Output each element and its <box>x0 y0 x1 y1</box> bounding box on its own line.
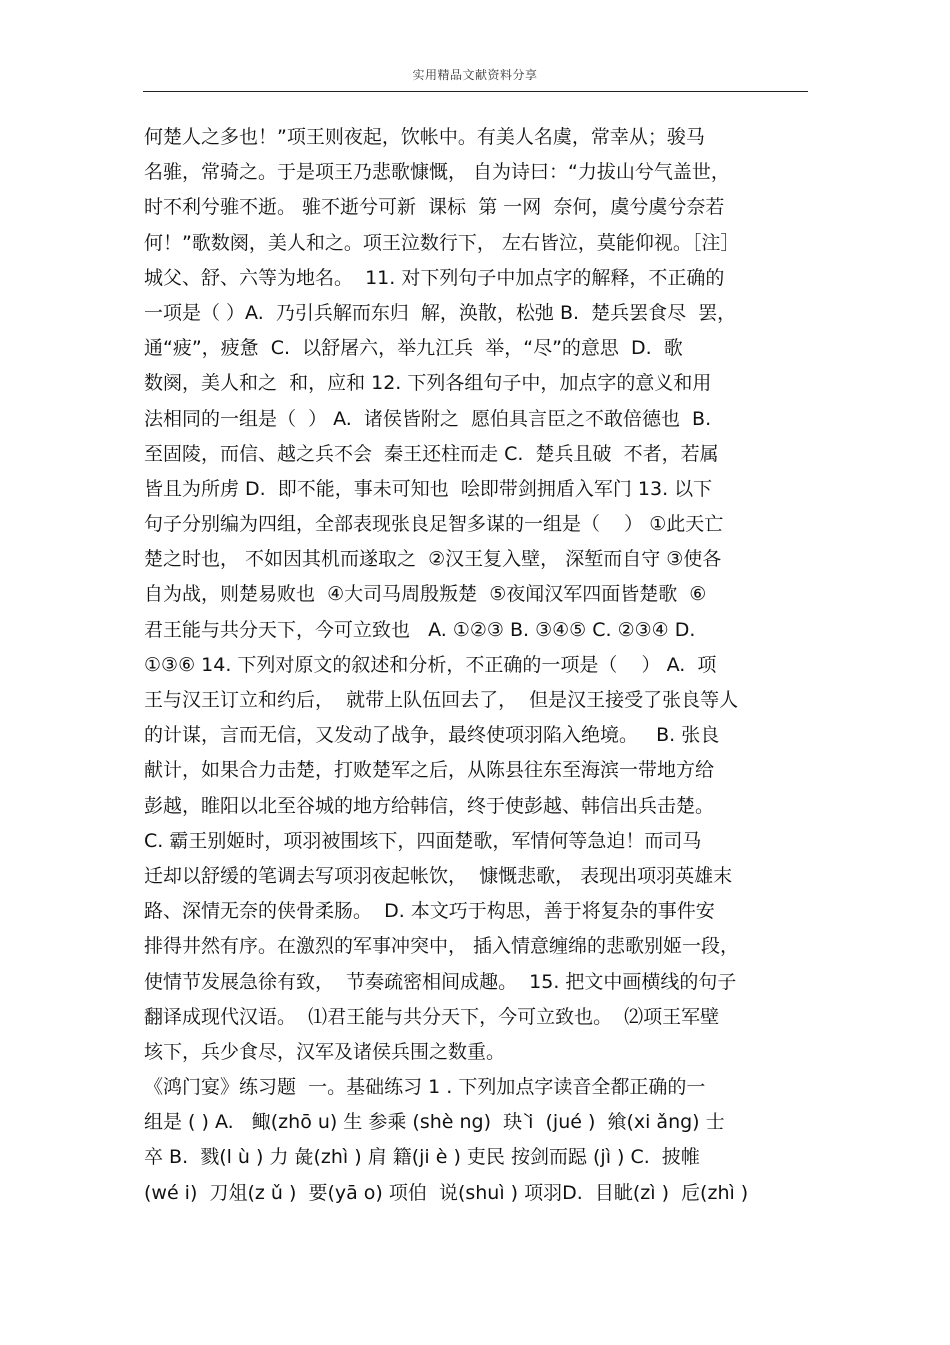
text-line: 组是 ( ) A. 鲰(zhō u) 生 参乘 (shè ng) 玦̀ i (jué ) 飨(xi ǎng) 士 <box>144 1111 725 1134</box>
text-line: 排得井然有序。在激烈的军事冲突中， 插入情意缠绵的悲歌别姬一段， <box>144 935 740 958</box>
text-line: 的计谋，言而无信，又发动了战争，最终使项羽陷入绝境。 B. 张良 <box>144 724 720 747</box>
text-line: 《鸿门宴》练习题 一。基础练习 1 . 下列加点字读音全都正确的一 <box>144 1076 706 1099</box>
text-line: 王与汉王订立和约后， 就带上队伍回去了， 但是汉王接受了张良等人 <box>144 689 739 711</box>
text-line: 卒 B. 戮(l ù ) 力 彘(zhì ) 肩 籍(ji è ) 吏民 按剑而跽 (jì ) C. 披帷 <box>144 1146 700 1169</box>
text-line: 何楚人之多也！”项王则夜起，饮帐中。有美人名虞，常幸从；骏马 <box>144 126 705 148</box>
text-line: 君王能与共分天下，今可立致也 A. ①②③ B. ③④⑤ C. ②③④ D. <box>144 618 696 641</box>
page-header: 实用精品文献资料分享 <box>412 68 538 82</box>
text-line: 名骓，常骑之。于是项王乃悲歌慷慨， 自为诗曰：“力拔山兮气盖世， <box>144 161 730 184</box>
text-line: 数阕，美人和之 和，应和 12. 下列各组句子中，加点字的意义和用 <box>144 372 712 395</box>
text-line: 路、深情无奈的侠骨柔肠。 D. 本文巧于构思，善于将复杂的事件安 <box>144 900 715 923</box>
text-line: 迁却以舒缓的笔调去写项羽夜起帐饮， 慷慨悲歌， 表现出项羽英雄末 <box>144 864 733 887</box>
text-line: 时不利兮骓不逝。 骓不逝兮可新 课标 第 一网 奈何，虞兮虞兮奈若 <box>144 196 725 219</box>
text-line: 彭越，睢阳以北至谷城的地方给韩信，终于使彭越、韩信出兵击楚。 <box>144 794 715 817</box>
text-line: 法相同的一组是（ ） A. 诸侯皆附之 愿伯具言臣之不敢倍德也 B. <box>144 407 712 430</box>
text-line: ①③⑥ 14. 下列对原文的叙述和分析，不正确的一项是（ ） A. 项 <box>144 653 717 676</box>
text-line: 垓下，兵少食尽，汉军及诸侯兵围之数重。 <box>144 1040 506 1063</box>
text-line: 城父、舒、六等为地名。 11. 对下列句子中加点字的解释，不正确的 <box>144 266 725 289</box>
document-body <box>144 120 824 1211</box>
text-line: 自为战，则楚易败也 ④大司马周殷叛楚 ⑤夜闻汉军四面皆楚歌 ⑥ <box>144 583 707 606</box>
text-line: 楚之时也， 不如因其机而遂取之 ②汉王复入壁， 深堑而自守 ③使各 <box>144 548 722 571</box>
text-line: C. 霸王别姬时，项羽被围垓下，四面楚歌，军情何等急迫！而司马 <box>144 829 702 852</box>
text-line: (wé i) 刀俎(z ǔ ) 要(yā o) 项伯 说(shuì ) 项羽D. 目眦(zì ) 卮(zhì ) <box>144 1181 749 1204</box>
text-line: 通“疲”，疲惫 C. 以舒屠六，举九江兵 举，“尽”的意思 D. 歌 <box>144 337 683 360</box>
text-line: 使情节发展急徐有致， 节奏疏密相间成趣。 15. 把文中画横线的句子 <box>144 970 737 993</box>
text-line: 至固陵，而信、越之兵不会 秦王还柱而走 C. 楚兵且破 不者，若属 <box>144 442 719 465</box>
text-line: 一项是（ ）A. 乃引兵解而东归 解，涣散，松弛 B. 楚兵罢食尽 罢， <box>144 301 737 324</box>
text-line: 何！”歌数阕，美人和之。项王泣数行下， 左右皆泣，莫能仰视。［注］ <box>144 231 740 254</box>
text-line: 句子分别编为四组，全部表现张良足智多谋的一组是（ ） ①此天亡 <box>144 513 724 536</box>
header-rule <box>143 91 808 92</box>
text-line: 献计，如果合力击楚，打败楚军之后，从陈县往东至海滨一带地方给 <box>144 759 715 782</box>
text-line: 皆且为所虏 D. 即不能，事未可知也 哙即带剑拥盾入军门 13. 以下 <box>144 477 713 500</box>
text-line: 翻译成现代汉语。 ⑴君王能与共分天下，今可立致也。 ⑵项王军壁 <box>144 1005 720 1028</box>
